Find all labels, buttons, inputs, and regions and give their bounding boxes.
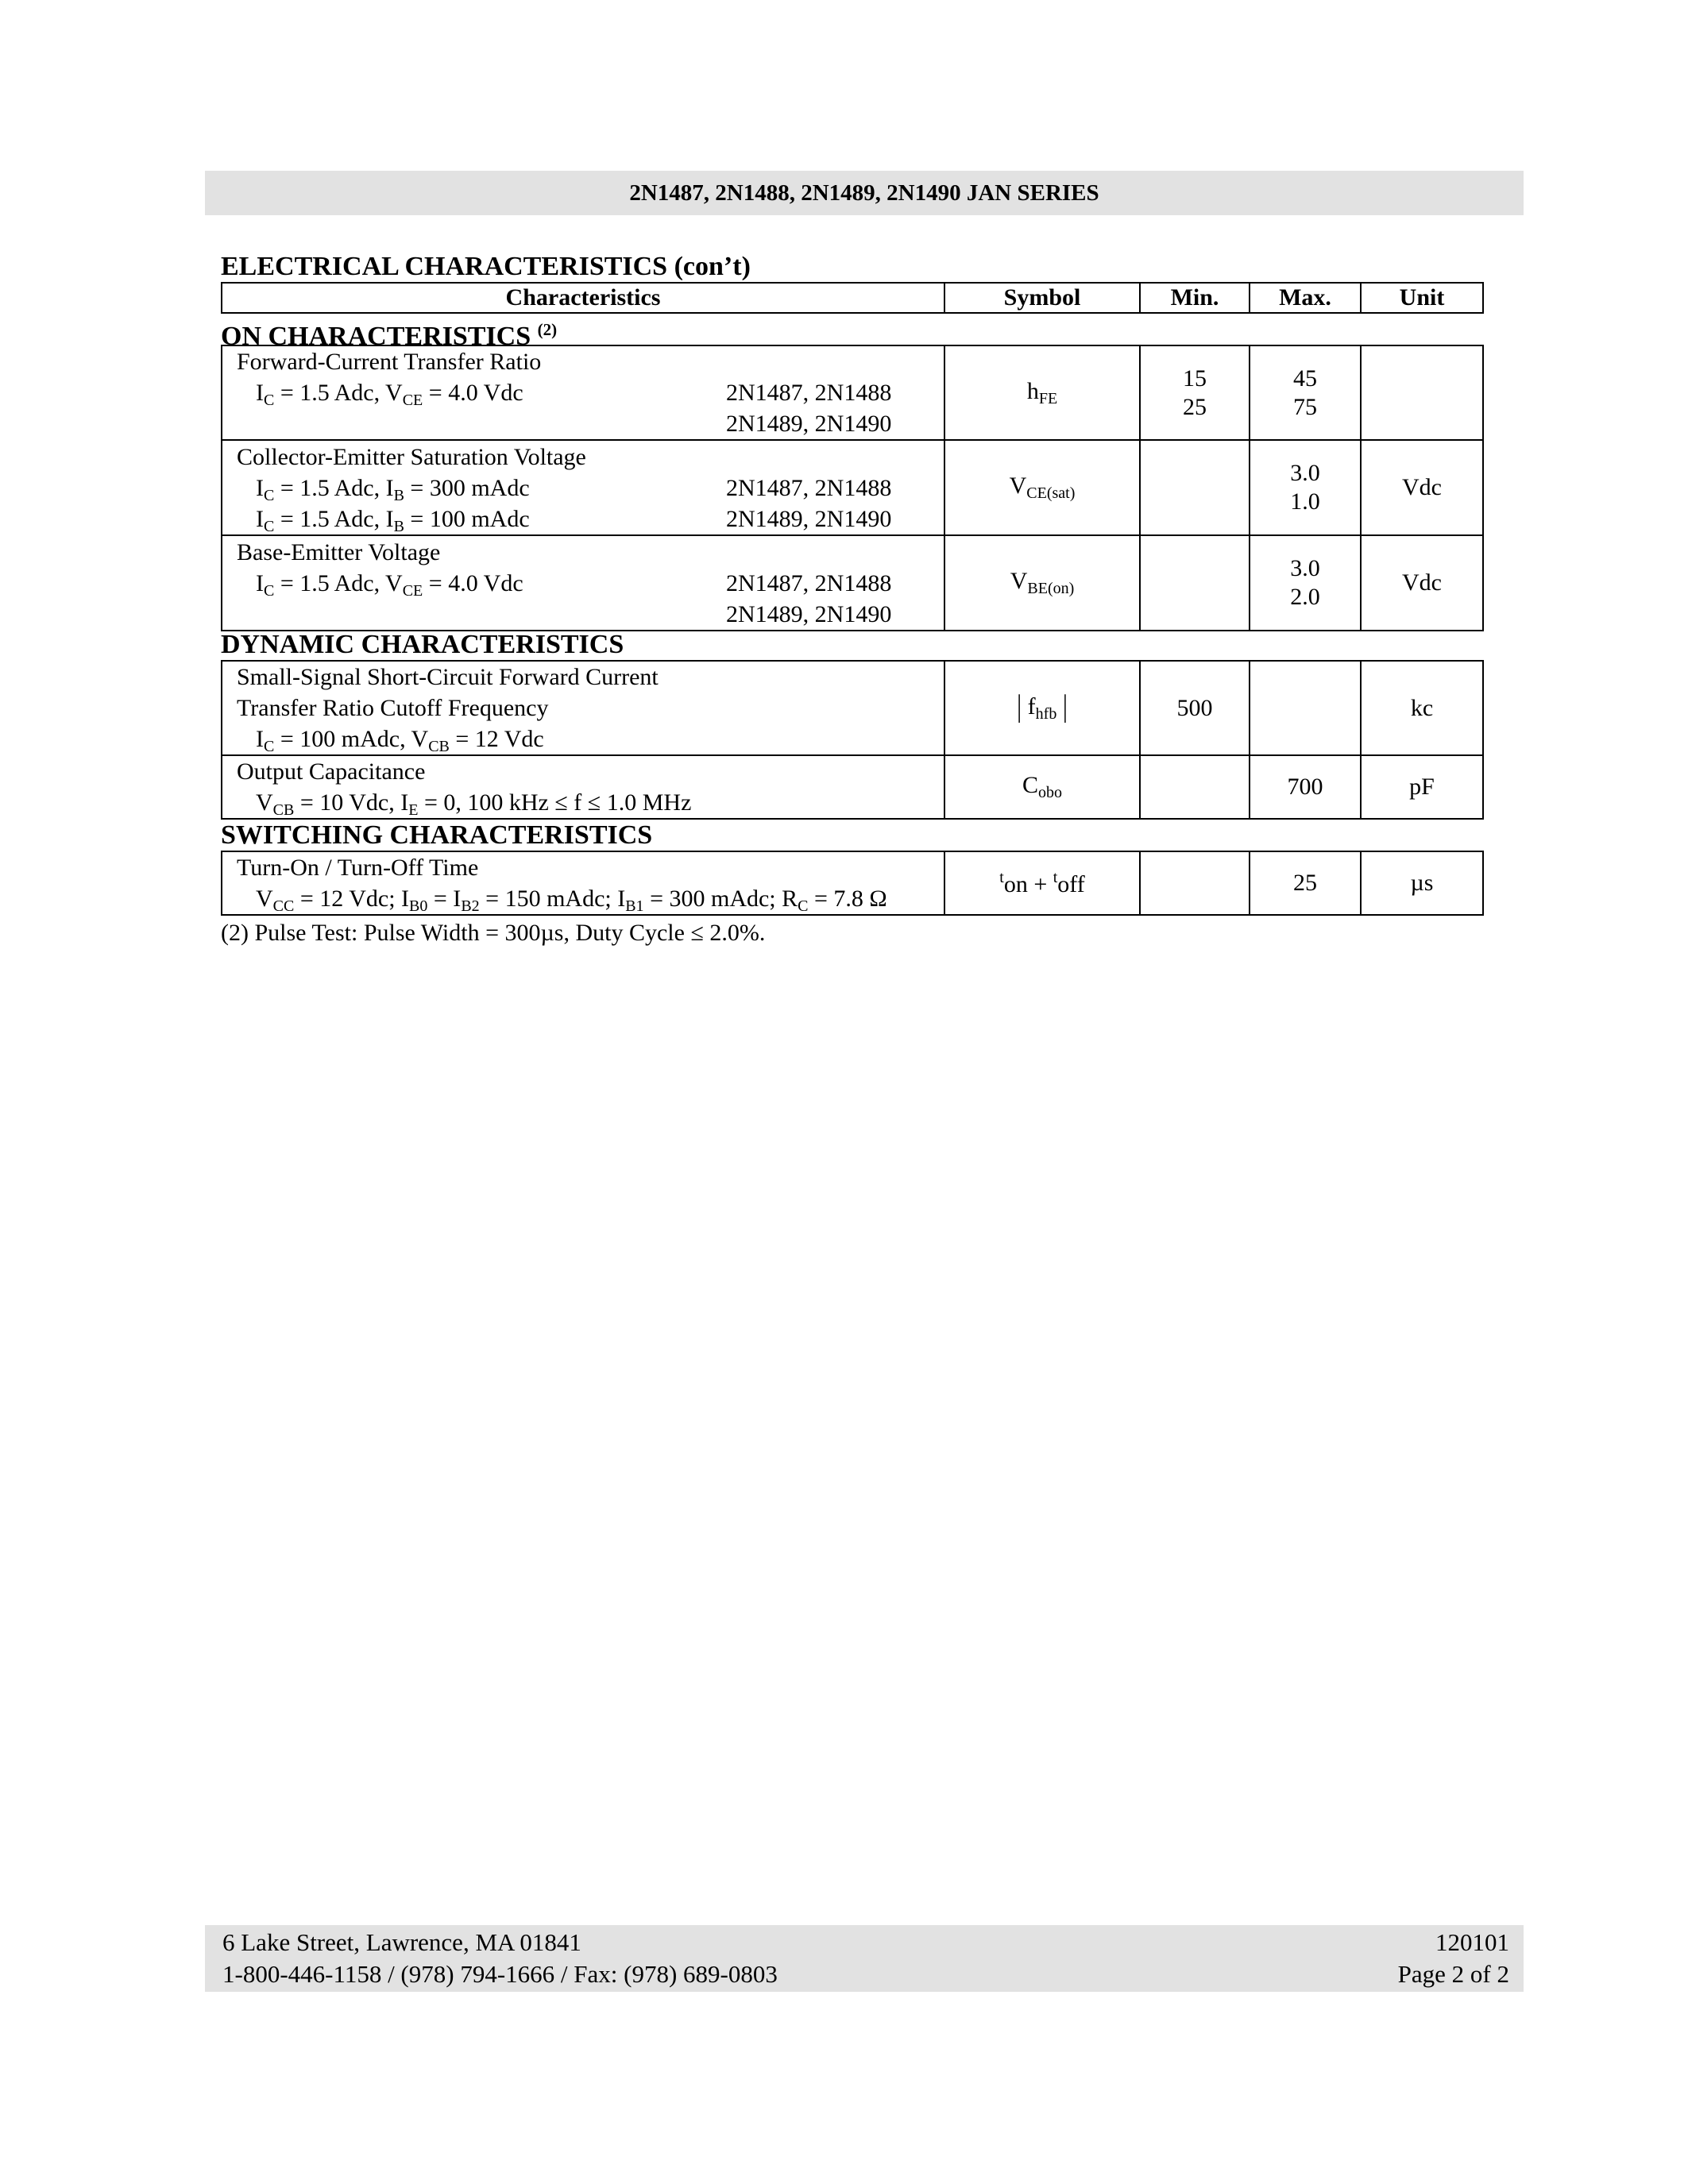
table-row (222, 345, 1483, 440)
fhfb-name-1: Small-Signal Short-Circuit Forward Current (237, 664, 659, 690)
cobo-min (1140, 755, 1250, 819)
on-characteristics-title: ON CHARACTERISTICS $^{(2)}$ (221, 320, 558, 351)
vbeon-symbol: $V_{BE(on)}$ (944, 535, 1140, 631)
ton-toff-symbol: $^t$on + $^t$off (944, 851, 1140, 915)
col-min: Min. (1140, 283, 1250, 313)
vbeon-condition: $I_C = 1.5$ Adc, $V_{CE} = 4.0$ Vdc (256, 569, 523, 600)
page-header (205, 171, 1524, 215)
table-row (222, 851, 1483, 915)
vcesat-device-2: 2N1489, 2N1490 (726, 505, 892, 532)
vbeon-device-2: 2N1489, 2N1490 (726, 600, 892, 627)
dynamic-characteristics-title: DYNAMIC CHARACTERISTICS (221, 630, 624, 659)
fhfb-condition: $I_C = 100$ mAdc, $V_{CB} = 12$ Vdc (256, 726, 544, 755)
electrical-characteristics-title: ELECTRICAL CHARACTERISTICS (con’t) (221, 252, 751, 281)
cobo-unit: pF (1361, 755, 1483, 819)
footer-address: 6 Lake Street, Lawrence, MA 01841 (222, 1928, 581, 1956)
ton-name: Turn-On / Turn-Off Time (237, 855, 479, 881)
header-title: 2N1487, 2N1488, 2N1489, 2N1490 JAN SERIES (629, 180, 1099, 206)
vcesat-name: Collector-Emitter Saturation Voltage (237, 443, 586, 470)
on-characteristics-table (221, 345, 1484, 631)
vcesat-max: 3.0 1.0 (1250, 440, 1361, 535)
hfe-symbol: $h_{FE}$ (944, 345, 1140, 440)
vbeon-device-1: 2N1487, 2N1488 (726, 569, 892, 596)
hfe-min: 15 25 (1140, 345, 1250, 440)
fhfb-max (1250, 661, 1361, 755)
table-row (222, 755, 1483, 819)
fhfb-unit: kc (1361, 661, 1483, 755)
footer-doc-code: 120101 (1435, 1928, 1509, 1956)
switching-characteristics-table (221, 851, 1484, 916)
page-footer (205, 1925, 1524, 1992)
ton-min (1140, 851, 1250, 915)
vcesat-symbol: $V_{CE(sat)}$ (944, 440, 1140, 535)
pulse-test-footnote: (2) Pulse Test: Pulse Width = 300µs, Duty Cycle ≤ 2.0%. (221, 920, 766, 946)
column-header-table (221, 282, 1484, 314)
vbeon-name: Base-Emitter Voltage (237, 538, 441, 565)
hfe-unit (1361, 345, 1483, 440)
hfe-max: 45 75 (1250, 345, 1361, 440)
table-row (222, 440, 1483, 535)
vcesat-device-1: 2N1487, 2N1488 (726, 474, 892, 501)
vcesat-condition-1: $I_C = 1.5$ Adc, $I_B = 300$ mAdc (256, 474, 530, 504)
col-characteristics: Characteristics (222, 283, 944, 313)
fhfb-name-2: Transfer Ratio Cutoff Frequency (237, 695, 549, 721)
cobo-symbol: $C_{obo}$ (944, 755, 1140, 819)
cobo-name: Output Capacitance (237, 758, 426, 785)
dynamic-characteristics-table (221, 660, 1484, 820)
fhfb-min: 500 (1140, 661, 1250, 755)
hfe-device-1: 2N1487, 2N1488 (726, 380, 892, 406)
switching-characteristics-title: SWITCHING CHARACTERISTICS (221, 820, 653, 850)
vbeon-unit: Vdc (1361, 535, 1483, 631)
col-unit: Unit (1361, 283, 1483, 313)
cobo-max: 700 (1250, 755, 1361, 819)
table-row (222, 535, 1483, 631)
vbeon-min (1140, 535, 1250, 631)
hfe-name: Forward-Current Transfer Ratio (237, 349, 542, 375)
col-max: Max. (1250, 283, 1361, 313)
vcesat-unit: Vdc (1361, 440, 1483, 535)
vcesat-condition-2: $I_C = 1.5$ Adc, $I_B = 100$ mAdc (256, 505, 530, 535)
footer-phone: 1-800-446-1158 / (978) 794-1666 / Fax: (978) 689-0803 (222, 1960, 778, 1988)
vbeon-max: 3.0 2.0 (1250, 535, 1361, 631)
ton-unit: µs (1361, 851, 1483, 915)
table-row (222, 661, 1483, 755)
hfe-device-2: 2N1489, 2N1490 (726, 411, 892, 437)
footer-page-number: Page 2 of 2 (1397, 1960, 1509, 1988)
ton-max: 25 (1250, 851, 1361, 915)
hfe-condition: $I_C = 1.5$ Adc, $V_{CE} = 4.0$ Vdc (256, 380, 523, 409)
cobo-condition: $V_{CB} = 10$ Vdc, $I_E = 0$, 100 kHz ≤ f ≤ 1.0 MHz (256, 789, 692, 819)
fhfb-symbol: | $f_{hfb}$ | (944, 661, 1140, 755)
ton-condition: $V_{CC} = 12$ Vdc; $I_{B0} = I_{B2} = 150$ mAdc; $I_{B1} = 300$ mAdc; $R_C = 7.8$ Ω (256, 886, 887, 915)
col-symbol: Symbol (944, 283, 1140, 313)
vcesat-min (1140, 440, 1250, 535)
